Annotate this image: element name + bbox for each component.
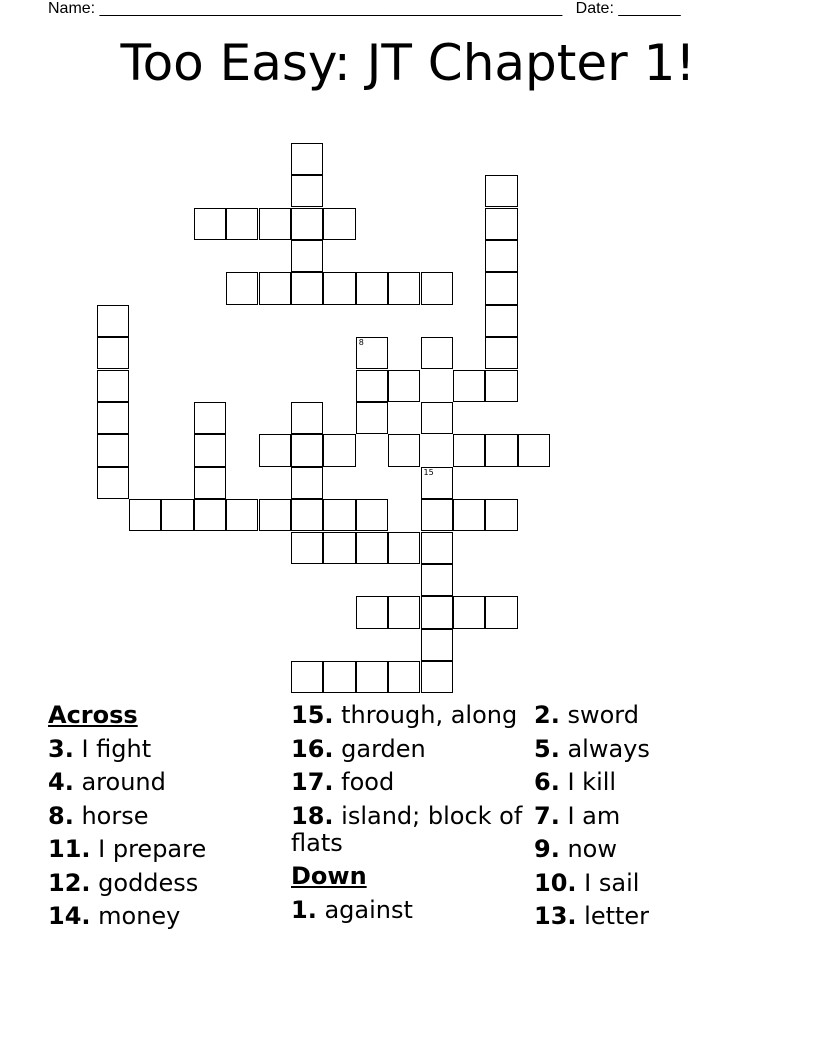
grid-cell[interactable] bbox=[453, 370, 485, 402]
grid-cell[interactable] bbox=[485, 434, 517, 466]
grid-cell[interactable] bbox=[388, 434, 420, 466]
grid-cell[interactable] bbox=[291, 143, 323, 175]
clue-number: 8. bbox=[48, 801, 74, 830]
clue-item bbox=[534, 803, 774, 830]
clues-column-3 bbox=[534, 702, 774, 937]
down-heading: Down bbox=[291, 862, 367, 890]
grid-cell[interactable] bbox=[323, 208, 355, 240]
grid-cell[interactable] bbox=[421, 272, 453, 304]
grid-cell[interactable] bbox=[356, 532, 388, 564]
clue-number-label: 15 bbox=[423, 467, 434, 477]
grid-cell[interactable] bbox=[194, 434, 226, 466]
clue-number: 11. bbox=[48, 835, 91, 863]
grid-cell[interactable] bbox=[161, 499, 193, 531]
clue-number: 13. bbox=[534, 902, 577, 930]
across-clue-list bbox=[48, 736, 288, 931]
clue-text: now bbox=[559, 835, 617, 863]
grid-cell[interactable] bbox=[226, 208, 258, 240]
grid-cell[interactable] bbox=[97, 337, 129, 369]
across-clue-list-continued bbox=[291, 702, 531, 857]
grid-cell[interactable] bbox=[291, 402, 323, 434]
clue-text: I am bbox=[559, 801, 621, 830]
grid-cell[interactable] bbox=[259, 434, 291, 466]
grid-cell[interactable] bbox=[291, 532, 323, 564]
grid-cell[interactable] bbox=[485, 596, 517, 628]
grid-cell[interactable] bbox=[259, 499, 291, 531]
grid-cell[interactable] bbox=[388, 370, 420, 402]
grid-cell[interactable] bbox=[421, 402, 453, 434]
clue-number: 12. bbox=[48, 868, 91, 897]
clue-text: island; block of flats bbox=[291, 801, 523, 857]
clue-number: 15. bbox=[291, 701, 334, 729]
down-clue-list bbox=[291, 897, 531, 924]
grid-cell[interactable] bbox=[453, 499, 485, 531]
name-field-label: Name: ____________________________________________________ bbox=[48, 0, 563, 17]
clues-column-2 bbox=[291, 702, 531, 930]
down-clue-list-continued bbox=[534, 702, 774, 930]
clue-text: always bbox=[559, 734, 650, 763]
grid-cell[interactable] bbox=[291, 467, 323, 499]
clue-item bbox=[48, 736, 288, 763]
grid-cell[interactable] bbox=[226, 272, 258, 304]
grid-cell[interactable] bbox=[291, 499, 323, 531]
clue-text: through, along bbox=[333, 701, 518, 729]
grid-cell[interactable] bbox=[259, 272, 291, 304]
clue-item bbox=[48, 870, 288, 897]
clue-number: 3. bbox=[48, 734, 74, 763]
clue-number: 6. bbox=[534, 768, 560, 796]
grid-cell[interactable] bbox=[485, 370, 517, 402]
clue-number: 18. bbox=[291, 801, 334, 830]
clue-number: 5. bbox=[534, 734, 560, 763]
grid-cell[interactable] bbox=[226, 499, 258, 531]
grid-cell[interactable] bbox=[194, 499, 226, 531]
grid-cell[interactable] bbox=[291, 208, 323, 240]
clue-item bbox=[291, 897, 531, 924]
grid-cell[interactable] bbox=[421, 629, 453, 661]
grid-cell[interactable] bbox=[453, 596, 485, 628]
grid-cell[interactable] bbox=[323, 532, 355, 564]
clue-item bbox=[48, 836, 288, 863]
clue-item bbox=[534, 870, 774, 897]
grid-cell[interactable] bbox=[323, 434, 355, 466]
grid-cell[interactable] bbox=[518, 434, 550, 466]
clue-item bbox=[534, 769, 774, 796]
grid-cell[interactable] bbox=[421, 596, 453, 628]
clue-text: food bbox=[333, 768, 395, 796]
grid-cell[interactable] bbox=[129, 499, 161, 531]
grid-cell[interactable] bbox=[421, 564, 453, 596]
clue-item bbox=[291, 702, 531, 729]
clue-item bbox=[291, 769, 531, 796]
grid-cell[interactable] bbox=[194, 402, 226, 434]
clue-number: 9. bbox=[534, 835, 560, 863]
clue-item bbox=[534, 903, 774, 930]
grid-cell[interactable] bbox=[291, 434, 323, 466]
grid-cell[interactable] bbox=[421, 499, 453, 531]
grid-cell[interactable] bbox=[421, 532, 453, 564]
across-heading: Across bbox=[48, 701, 138, 729]
clue-text: horse bbox=[73, 801, 149, 830]
clue-item bbox=[291, 736, 531, 763]
grid-cell[interactable] bbox=[97, 467, 129, 499]
clue-number: 14. bbox=[48, 902, 91, 930]
grid-cell[interactable] bbox=[291, 240, 323, 272]
grid-cell[interactable] bbox=[453, 434, 485, 466]
clue-text: letter bbox=[576, 902, 650, 930]
grid-cell[interactable] bbox=[356, 337, 388, 369]
grid-cell[interactable] bbox=[388, 596, 420, 628]
grid-cell[interactable] bbox=[356, 596, 388, 628]
clue-text: money bbox=[90, 902, 181, 930]
grid-cell[interactable] bbox=[97, 370, 129, 402]
clue-text: I fight bbox=[73, 734, 152, 763]
grid-cell[interactable] bbox=[97, 434, 129, 466]
clue-text: I kill bbox=[559, 768, 617, 796]
clue-number: 16. bbox=[291, 734, 334, 763]
clue-text: against bbox=[316, 895, 413, 924]
grid-cell[interactable] bbox=[388, 272, 420, 304]
date-field-label: Date: _______ bbox=[575, 0, 681, 17]
grid-cell[interactable] bbox=[356, 272, 388, 304]
puzzle-title: Too Easy: JT Chapter 1! bbox=[120, 34, 696, 92]
clue-text: garden bbox=[333, 734, 426, 763]
clue-item bbox=[534, 702, 774, 729]
grid-cell[interactable] bbox=[323, 499, 355, 531]
grid-cell[interactable] bbox=[356, 370, 388, 402]
clue-text: sword bbox=[559, 701, 639, 729]
grid-cell[interactable] bbox=[194, 467, 226, 499]
grid-cell[interactable] bbox=[291, 661, 323, 693]
clue-text: I prepare bbox=[90, 835, 207, 863]
clue-number: 17. bbox=[291, 768, 334, 796]
grid-cell[interactable] bbox=[259, 208, 291, 240]
grid-cell[interactable] bbox=[356, 661, 388, 693]
clue-item bbox=[48, 903, 288, 930]
grid-cell[interactable] bbox=[291, 272, 323, 304]
clue-number-label: 8 bbox=[358, 338, 364, 348]
grid-cell[interactable] bbox=[421, 661, 453, 693]
grid-cell[interactable] bbox=[485, 499, 517, 531]
clue-number: 1. bbox=[291, 895, 317, 924]
clue-text: around bbox=[73, 768, 166, 796]
grid-cell[interactable] bbox=[97, 402, 129, 434]
grid-cell[interactable] bbox=[485, 240, 517, 272]
grid-cell[interactable] bbox=[485, 175, 517, 207]
clue-number: 10. bbox=[534, 868, 577, 897]
clue-item bbox=[48, 803, 288, 830]
clue-item bbox=[291, 803, 531, 857]
grid-cell[interactable] bbox=[323, 272, 355, 304]
grid-cell[interactable] bbox=[421, 467, 453, 499]
grid-cell[interactable] bbox=[485, 305, 517, 337]
grid-cell[interactable] bbox=[421, 337, 453, 369]
clue-item bbox=[534, 836, 774, 863]
clue-item bbox=[534, 736, 774, 763]
grid-cell[interactable] bbox=[388, 532, 420, 564]
grid-cell[interactable] bbox=[388, 661, 420, 693]
clue-item bbox=[48, 769, 288, 796]
grid-cell[interactable] bbox=[485, 337, 517, 369]
grid-cell[interactable] bbox=[356, 499, 388, 531]
grid-cell[interactable] bbox=[291, 175, 323, 207]
clue-text: goddess bbox=[90, 868, 199, 897]
grid-cell[interactable] bbox=[485, 208, 517, 240]
grid-cell[interactable] bbox=[323, 661, 355, 693]
grid-cell[interactable] bbox=[97, 305, 129, 337]
clue-text: I sail bbox=[576, 868, 640, 897]
clue-number: 4. bbox=[48, 768, 74, 796]
clues-column-1 bbox=[48, 702, 288, 937]
grid-cell[interactable] bbox=[194, 208, 226, 240]
grid-cell[interactable] bbox=[485, 272, 517, 304]
clue-number: 2. bbox=[534, 701, 560, 729]
clue-number: 7. bbox=[534, 801, 560, 830]
grid-cell[interactable] bbox=[356, 402, 388, 434]
